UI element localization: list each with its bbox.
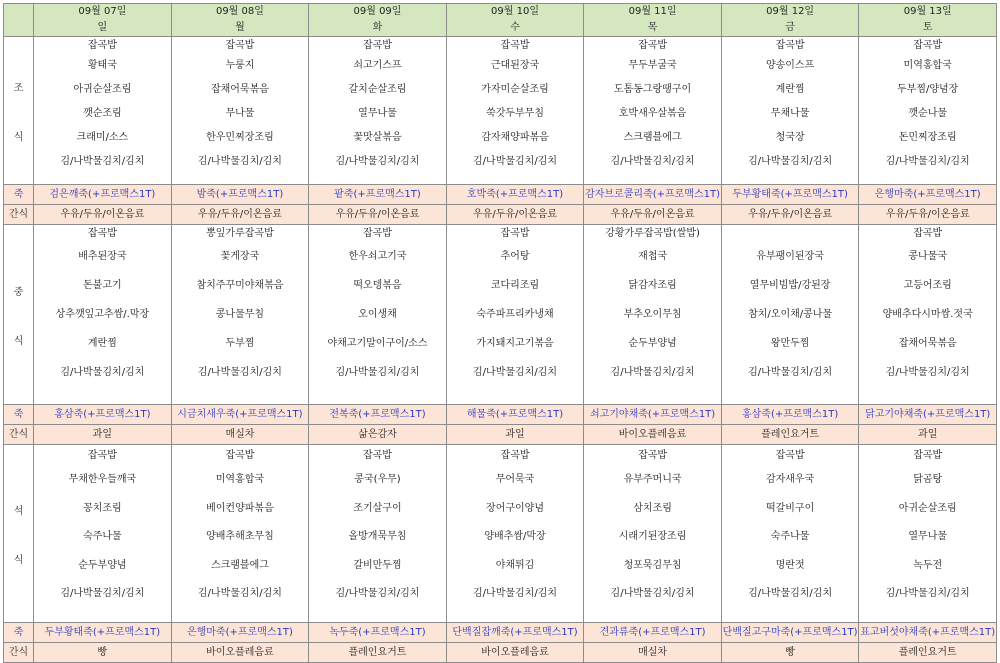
menu-item: 삼치조림 <box>633 502 672 514</box>
breakfast-menu-cell <box>859 37 997 185</box>
menu-item: 떡오뎅볶음 <box>353 280 402 291</box>
lunch_porridge-cell: 전복죽(+프로맥스1T) <box>309 405 447 425</box>
menu-item: 베이컨양파볶음 <box>206 502 274 514</box>
evening_snack-label: 간식 <box>4 643 34 663</box>
menu-item: 깻순나물 <box>908 108 948 119</box>
lunch_porridge-cell: 쇠고기야채죽(+프로맥스1T) <box>584 405 722 425</box>
menu-item: 쑥갓두부무침 <box>486 108 544 119</box>
evening_snack-cell: 빵 <box>721 643 859 663</box>
menu-item: 청포묵김무침 <box>623 559 682 571</box>
menu-item: 순두부양념 <box>628 338 677 349</box>
morning_snack-cell: 우유/두유/이온음료 <box>584 205 722 225</box>
menu-item: 유부팽이된장국 <box>756 251 824 262</box>
menu-item: 열무나물 <box>358 108 397 119</box>
menu-item: 두부찜 <box>225 338 255 349</box>
breakfast_porridge-cell: 감자브로콜리죽(+프로맥스1T) <box>584 185 722 205</box>
menu-item: 김/나박물김치/김치 <box>610 156 695 167</box>
menu-item: 양배추해초무침 <box>206 531 274 542</box>
menu-item: 깻순조림 <box>83 108 122 119</box>
menu-item: 크래미/소스 <box>76 132 129 143</box>
menu-item: 양배추쌈/막장 <box>484 531 546 542</box>
dinner_porridge-label: 죽 <box>4 623 34 643</box>
lunch-menu-cell <box>859 225 997 405</box>
breakfast-menu-cell <box>171 37 309 185</box>
morning_snack-cell: 우유/두유/이온음료 <box>721 205 859 225</box>
morning_snack-label: 간식 <box>4 205 34 225</box>
menu-item: 시래기된장조림 <box>618 531 687 542</box>
lunch-menu-cell <box>584 225 722 405</box>
menu-item: 조기살구이 <box>353 502 402 514</box>
lunch_porridge-cell: 시금치새우죽(+프로맥스1T) <box>171 405 309 425</box>
menu-item: 잡곡밥 <box>913 40 943 51</box>
dinner-menu-cell <box>446 445 584 623</box>
menu-item: 김/나박물김치/김치 <box>473 588 558 599</box>
menu-item: 김/나박물김치/김치 <box>335 156 420 167</box>
menu-item: 콩국(우무) <box>354 474 401 485</box>
menu-item: 무채한우들깨국 <box>68 474 137 485</box>
menu-item: 잡곡밥 <box>638 450 668 461</box>
menu-item: 쇠고기스프 <box>353 60 402 71</box>
lunch-row <box>4 225 997 405</box>
dinner_porridge-cell: 견과류죽(+프로맥스1T) <box>584 623 722 643</box>
breakfast-menu-cell <box>309 37 447 185</box>
lunch-label-char: 식 <box>13 335 24 347</box>
menu-item: 잡채어묵볶음 <box>210 84 269 95</box>
lunch-menu-cell <box>721 225 859 405</box>
menu-item: 잡곡밥 <box>500 40 530 51</box>
menu-item: 호박새우살볶음 <box>618 108 687 119</box>
lunch-menu-cell <box>446 225 584 405</box>
menu-item: 무두부굴국 <box>628 60 677 71</box>
menu-item: 잡곡밥 <box>362 450 392 461</box>
day-header: 09월 11일 목 <box>584 4 722 37</box>
lunch_porridge-label: 죽 <box>4 405 34 425</box>
breakfast-row <box>4 37 997 185</box>
menu-item: 김/나박물김치/김치 <box>197 156 282 167</box>
menu-item: 가지돼지고기볶음 <box>476 338 554 349</box>
menu-item: 김/나박물김치/김치 <box>60 588 145 599</box>
morning_snack-cell: 우유/두유/이온음료 <box>171 205 309 225</box>
menu-item: 돈민찌장조림 <box>898 132 957 143</box>
menu-item: 코다리조림 <box>490 280 540 291</box>
menu-item: 청국장 <box>775 132 805 143</box>
menu-item: 녹두전 <box>913 559 943 571</box>
afternoon_snack-cell: 과일 <box>446 425 584 445</box>
evening_snack-row <box>4 643 997 663</box>
dinner-label-char: 석 <box>13 505 24 517</box>
menu-item: 콩나물무침 <box>215 309 265 320</box>
dinner-label-char: 식 <box>13 554 24 566</box>
menu-item: 김/나박물김치/김치 <box>197 588 282 599</box>
menu-item: 왕만두찜 <box>770 338 810 349</box>
breakfast-menu-cell <box>584 37 722 185</box>
menu-item: 김/나박물김치/김치 <box>335 367 420 378</box>
dinner-menu-cell <box>859 445 997 623</box>
menu-item: 유부주머니국 <box>623 474 682 485</box>
menu-item: 갈치순살조림 <box>348 84 407 95</box>
breakfast_porridge-cell: 검은깨죽(+프로맥스1T) <box>34 185 172 205</box>
menu-item: 스크램블에그 <box>623 132 682 143</box>
menu-item: 계란찜 <box>87 338 117 349</box>
dinner_porridge-cell: 단백질잡깨죽(+프로맥스1T) <box>446 623 584 643</box>
menu-item: 명란젓 <box>775 559 805 571</box>
afternoon_snack-cell: 과일 <box>859 425 997 445</box>
evening_snack-cell: 바이오플레음료 <box>446 643 584 663</box>
menu-item: 아귀순살조림 <box>898 502 957 514</box>
menu-item: 김/나박물김치/김치 <box>748 588 833 599</box>
lunch-label-char: 중 <box>13 286 24 298</box>
menu-item: 잡곡밥 <box>775 450 805 461</box>
menu-item: 잡곡밥 <box>913 228 943 239</box>
menu-item: 꽃게장국 <box>220 251 260 262</box>
dinner_porridge-cell: 녹두죽(+프로맥스1T) <box>309 623 447 643</box>
menu-item: 야채고기말이구이/소스 <box>327 338 428 349</box>
menu-item: 아귀순살조림 <box>73 84 132 95</box>
menu-item: 잡곡밥 <box>775 40 805 51</box>
lunch_porridge-cell: 홍삼죽(+프로맥스1T) <box>34 405 172 425</box>
menu-item: 김/나박물김치/김치 <box>885 367 970 378</box>
breakfast-label-char: 식 <box>13 131 24 143</box>
menu-item: 배추된장국 <box>78 251 127 262</box>
menu-item: 김/나박물김치/김치 <box>473 367 558 378</box>
lunch-menu-cell <box>309 225 447 405</box>
menu-item: 김/나박물김치/김치 <box>60 367 145 378</box>
menu-item: 열무나물 <box>908 531 948 542</box>
menu-item: 황태국 <box>87 60 117 71</box>
breakfast-label-char: 조 <box>13 82 24 94</box>
day-header: 09월 09일 화 <box>309 4 447 37</box>
menu-item <box>722 226 859 242</box>
menu-item: 잡곡밥 <box>87 450 117 461</box>
menu-item: 김/나박물김치/김치 <box>197 367 282 378</box>
menu-item: 김/나박물김치/김치 <box>748 367 833 378</box>
day-header: 09월 07일 일 <box>34 4 172 37</box>
dinner-menu-cell <box>721 445 859 623</box>
day-header: 09월 12일 금 <box>721 4 859 37</box>
breakfast_porridge-cell: 은행마죽(+프로맥스1T) <box>859 185 997 205</box>
morning_snack-cell: 우유/두유/이온음료 <box>859 205 997 225</box>
morning_snack-cell: 우유/두유/이온음료 <box>446 205 584 225</box>
menu-item: 누룽지 <box>225 60 255 71</box>
header-row <box>4 4 997 37</box>
menu-item: 떡갈비구이 <box>765 502 815 514</box>
menu-item: 잡곡밥 <box>87 40 117 51</box>
menu-item: 열무비빔밥/강된장 <box>749 280 831 291</box>
lunch_porridge-cell: 닭고기야채죽(+프로맥스1T) <box>859 405 997 425</box>
menu-item: 감자새우국 <box>765 474 815 485</box>
menu-item: 숙주나물 <box>83 531 122 542</box>
menu-item: 잡곡밥 <box>638 40 668 51</box>
afternoon_snack-cell: 과일 <box>34 425 172 445</box>
afternoon_snack-cell: 삶은감자 <box>309 425 447 445</box>
dinner-menu-cell <box>171 445 309 623</box>
dinner_porridge-row <box>4 623 997 643</box>
dinner-row <box>4 445 997 623</box>
breakfast-label <box>4 37 34 185</box>
dinner_porridge-cell: 단백질고구마죽(+프로맥스1T) <box>721 623 859 643</box>
menu-item: 미역홍합국 <box>215 474 265 485</box>
breakfast_porridge-cell: 밤죽(+프로맥스1T) <box>171 185 309 205</box>
menu-item: 미역홍합국 <box>903 60 952 71</box>
weekly-menu-table <box>3 3 997 663</box>
menu-item: 무나물 <box>225 108 255 119</box>
breakfast_porridge-label: 죽 <box>4 185 34 205</box>
menu-item: 도톰동그랑땡구이 <box>613 84 692 95</box>
afternoon_snack-cell: 바이오플레음료 <box>584 425 722 445</box>
evening_snack-cell: 매실차 <box>584 643 722 663</box>
lunch_porridge-row <box>4 405 997 425</box>
menu-item: 두부찜/양념장 <box>897 84 959 95</box>
menu-item: 갈비만두찜 <box>353 559 402 571</box>
dinner_porridge-cell: 두부황태죽(+프로맥스1T) <box>34 623 172 643</box>
menu-item: 뽕잎가루잡곡밥 <box>206 228 274 239</box>
menu-item: 김/나박물김치/김치 <box>885 588 970 599</box>
menu-item: 김/나박물김치/김치 <box>473 156 558 167</box>
menu-item: 참치/오이채/콩나물 <box>748 309 833 320</box>
breakfast_porridge-cell: 팥죽(+프로맥스1T) <box>309 185 447 205</box>
dinner-label <box>4 445 34 623</box>
menu-item: 잡곡밥 <box>225 450 255 461</box>
menu-item: 닭곰탕 <box>913 474 943 485</box>
menu-item: 추어탕 <box>500 251 530 262</box>
dinner-menu-cell <box>584 445 722 623</box>
menu-item: 김/나박물김치/김치 <box>60 156 145 167</box>
breakfast-menu-cell <box>34 37 172 185</box>
dinner-menu-cell <box>34 445 172 623</box>
menu-item: 꽃맛살볶음 <box>353 132 402 143</box>
breakfast-menu-cell <box>721 37 859 185</box>
corner-cell <box>4 4 34 37</box>
menu-item: 한우민찌장조림 <box>206 132 274 143</box>
menu-item: 닭감자조림 <box>628 280 677 291</box>
menu-item: 오이생채 <box>358 309 397 320</box>
menu-item: 김/나박물김치/김치 <box>610 588 695 599</box>
menu-item: 잡곡밥 <box>500 450 530 461</box>
menu-item: 김/나박물김치/김치 <box>748 156 833 167</box>
menu-item: 야채튀김 <box>495 559 535 571</box>
menu-item: 잡채어묵볶음 <box>898 338 957 349</box>
menu-item: 참치주꾸미야채볶음 <box>196 280 284 291</box>
menu-item: 김/나박물김치/김치 <box>610 367 695 378</box>
day-header: 09월 08일 월 <box>171 4 309 37</box>
menu-item: 재첩국 <box>638 251 668 262</box>
menu-item: 무채나물 <box>770 108 810 119</box>
lunch_porridge-cell: 해물죽(+프로맥스1T) <box>446 405 584 425</box>
menu-item: 잡곡밥 <box>225 40 255 51</box>
menu-item: 무어묵국 <box>495 474 535 485</box>
evening_snack-cell: 플레인요거트 <box>309 643 447 663</box>
menu-item: 콩나물국 <box>908 251 948 262</box>
evening_snack-cell: 바이오플레음료 <box>171 643 309 663</box>
menu-item: 고등어조림 <box>903 280 952 291</box>
menu-item: 김/나박물김치/김치 <box>885 156 970 167</box>
lunch-menu-cell <box>171 225 309 405</box>
evening_snack-cell: 빵 <box>34 643 172 663</box>
lunch-label <box>4 225 34 405</box>
morning_snack-cell: 우유/두유/이온음료 <box>309 205 447 225</box>
menu-item: 잡곡밥 <box>913 450 943 461</box>
breakfast_porridge-row <box>4 185 997 205</box>
menu-item: 돈불고기 <box>83 280 122 291</box>
menu-item: 강황가루잡곡밥(쌀밥) <box>605 228 700 239</box>
lunch-menu-cell <box>34 225 172 405</box>
afternoon_snack-label: 간식 <box>4 425 34 445</box>
breakfast-menu-cell <box>446 37 584 185</box>
menu-item: 잡곡밥 <box>500 228 530 239</box>
menu-item: 감자채양파볶음 <box>481 132 549 143</box>
evening_snack-cell: 플레인요거트 <box>859 643 997 663</box>
menu-item: 잡곡밥 <box>362 228 392 239</box>
menu-item: 가자미순살조림 <box>481 84 549 95</box>
menu-item: 김/나박물김치/김치 <box>335 588 420 599</box>
menu-item: 순두부양념 <box>78 559 127 571</box>
dinner_porridge-cell: 은행마죽(+프로맥스1T) <box>171 623 309 643</box>
dinner_porridge-cell: 표고버섯야채죽(+프로맥스1T) <box>859 623 997 643</box>
menu-item: 숙주나물 <box>770 531 810 542</box>
menu-item: 잡곡밥 <box>87 228 117 239</box>
menu-item: 양배추다시마쌈.젓국 <box>882 309 973 320</box>
breakfast_porridge-cell: 두부황태죽(+프로맥스1T) <box>721 185 859 205</box>
menu-item: 근대된장국 <box>490 60 540 71</box>
menu-item: 한우쇠고기국 <box>348 251 407 262</box>
lunch_porridge-cell: 홍삼죽(+프로맥스1T) <box>721 405 859 425</box>
morning_snack-cell: 우유/두유/이온음료 <box>34 205 172 225</box>
morning_snack-row <box>4 205 997 225</box>
menu-item: 잡곡밥 <box>362 40 392 51</box>
menu-item: 부추오이무침 <box>623 309 682 320</box>
menu-item: 양송이스프 <box>765 60 815 71</box>
menu-item: 꽁치조림 <box>83 502 122 514</box>
dinner-menu-cell <box>309 445 447 623</box>
menu-item: 장어구이양념 <box>486 502 544 514</box>
menu-item: 스크램블에그 <box>210 559 269 571</box>
menu-item: 올방개묵무침 <box>348 531 407 542</box>
day-header: 09월 13일 토 <box>859 4 997 37</box>
afternoon_snack-cell: 플레인요거트 <box>721 425 859 445</box>
menu-item: 계란찜 <box>775 84 805 95</box>
menu-item: 숙주파프리카냉채 <box>476 309 554 320</box>
afternoon_snack-cell: 매실차 <box>171 425 309 445</box>
afternoon_snack-row <box>4 425 997 445</box>
menu-item: 상추깻잎고추쌈/.막장 <box>55 309 150 320</box>
breakfast_porridge-cell: 호박죽(+프로맥스1T) <box>446 185 584 205</box>
day-header: 09월 10일 수 <box>446 4 584 37</box>
